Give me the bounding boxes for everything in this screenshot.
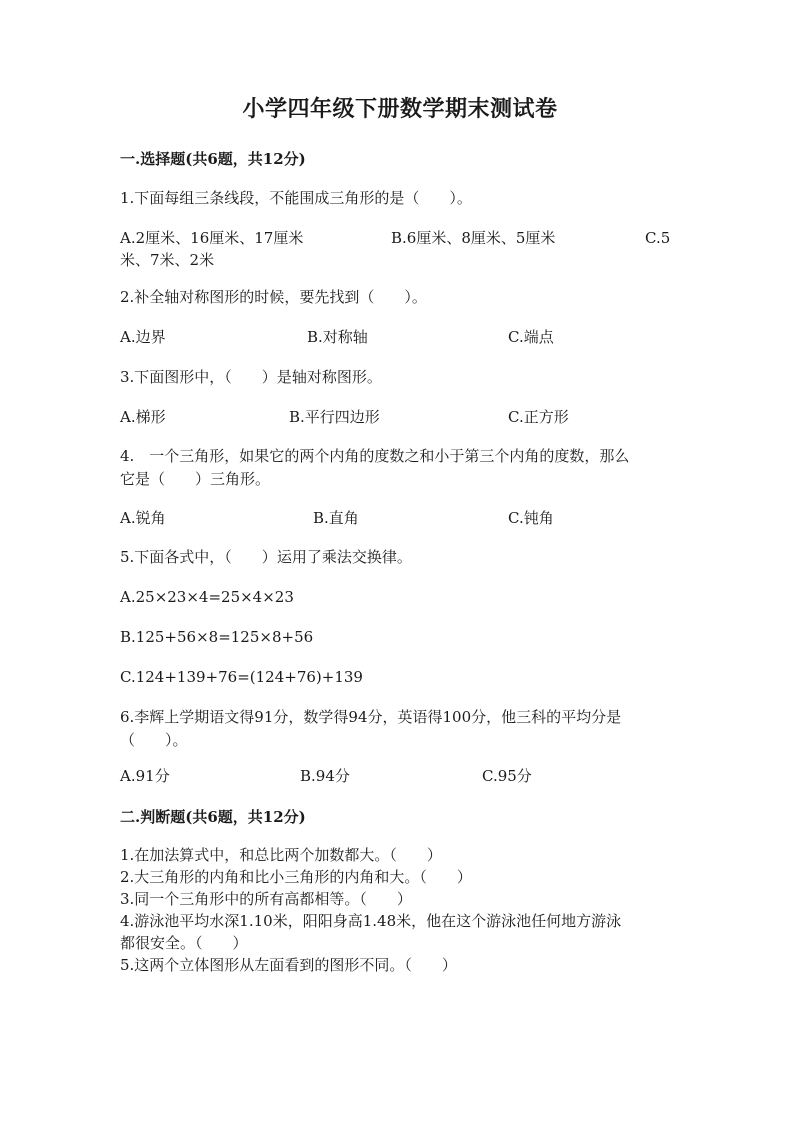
question-5-stem: 5.下面各式中，（ ）运用了乘法交换律。 [120, 548, 412, 566]
question-5-option-a: A.25×23×4=25×4×23 [120, 588, 294, 606]
question-1-stem: 1.下面每组三条线段，不能围成三角形的是（ ）。 [120, 189, 472, 207]
judgment-item-2: 2.大三角形的内角和比小三角形的内角和大。（ ） [120, 868, 472, 886]
question-3-option-c: C.正方形 [508, 408, 569, 426]
judgment-item-4-line2: 都很安全。（ ） [120, 934, 248, 952]
question-2-stem: 2.补全轴对称图形的时候，要先找到（ ）。 [120, 288, 427, 306]
judgment-item-4-line1: 4.游泳池平均水深1.10米，阳阳身高1.48米，他在这个游泳池任何地方游泳 [120, 912, 622, 930]
section-header-judgment: 二.判断题(共6题，共12分) [120, 808, 306, 826]
page-title: 小学四年级下册数学期末测试卷 [242, 96, 558, 122]
question-4-option-b: B.直角 [313, 509, 359, 527]
question-4-stem-line2: 它是（ ）三角形。 [120, 470, 271, 488]
judgment-item-1: 1.在加法算式中，和总比两个加数都大。（ ） [120, 846, 442, 864]
question-6-option-b: B.94分 [300, 767, 350, 785]
question-6-stem-line2: （ ）。 [120, 731, 188, 749]
question-4-option-c: C.钝角 [508, 509, 554, 527]
judgment-item-3: 3.同一个三角形中的所有高都相等。（ ） [120, 890, 412, 908]
question-6-option-a: A.91分 [120, 767, 170, 785]
question-6-option-c: C.95分 [482, 767, 532, 785]
question-5-option-c: C.124+139+76=(124+76)+139 [120, 668, 363, 686]
question-3-option-a: A.梯形 [120, 408, 166, 426]
question-4-option-a: A.锐角 [120, 509, 166, 527]
question-5-option-b: B.125+56×8=125×8+56 [120, 628, 314, 646]
question-2-option-a: A.边界 [120, 328, 166, 346]
question-3-option-b: B.平行四边形 [289, 408, 380, 426]
question-2-option-c: C.端点 [508, 328, 554, 346]
question-1-option-a: A.2厘米、16厘米、17厘米 [120, 229, 304, 247]
judgment-item-5: 5.这两个立体图形从左面看到的图形不同。（ ） [120, 956, 457, 974]
question-1-option-c-cont: 米、7米、2米 [120, 251, 215, 269]
question-4-stem-line1: 4. 一个三角形，如果它的两个内角的度数之和小于第三个内角的度数，那么 [120, 447, 630, 465]
question-1-option-b: B.6厘米、8厘米、5厘米 [391, 229, 556, 247]
section-header-choice: 一.选择题(共6题，共12分) [120, 150, 306, 168]
question-1-option-c: C.5 [645, 229, 671, 247]
question-6-stem-line1: 6.李辉上学期语文得91分，数学得94分，英语得100分，他三科的平均分是 [120, 708, 622, 726]
question-2-option-b: B.对称轴 [307, 328, 368, 346]
question-3-stem: 3.下面图形中，（ ）是轴对称图形。 [120, 368, 382, 386]
